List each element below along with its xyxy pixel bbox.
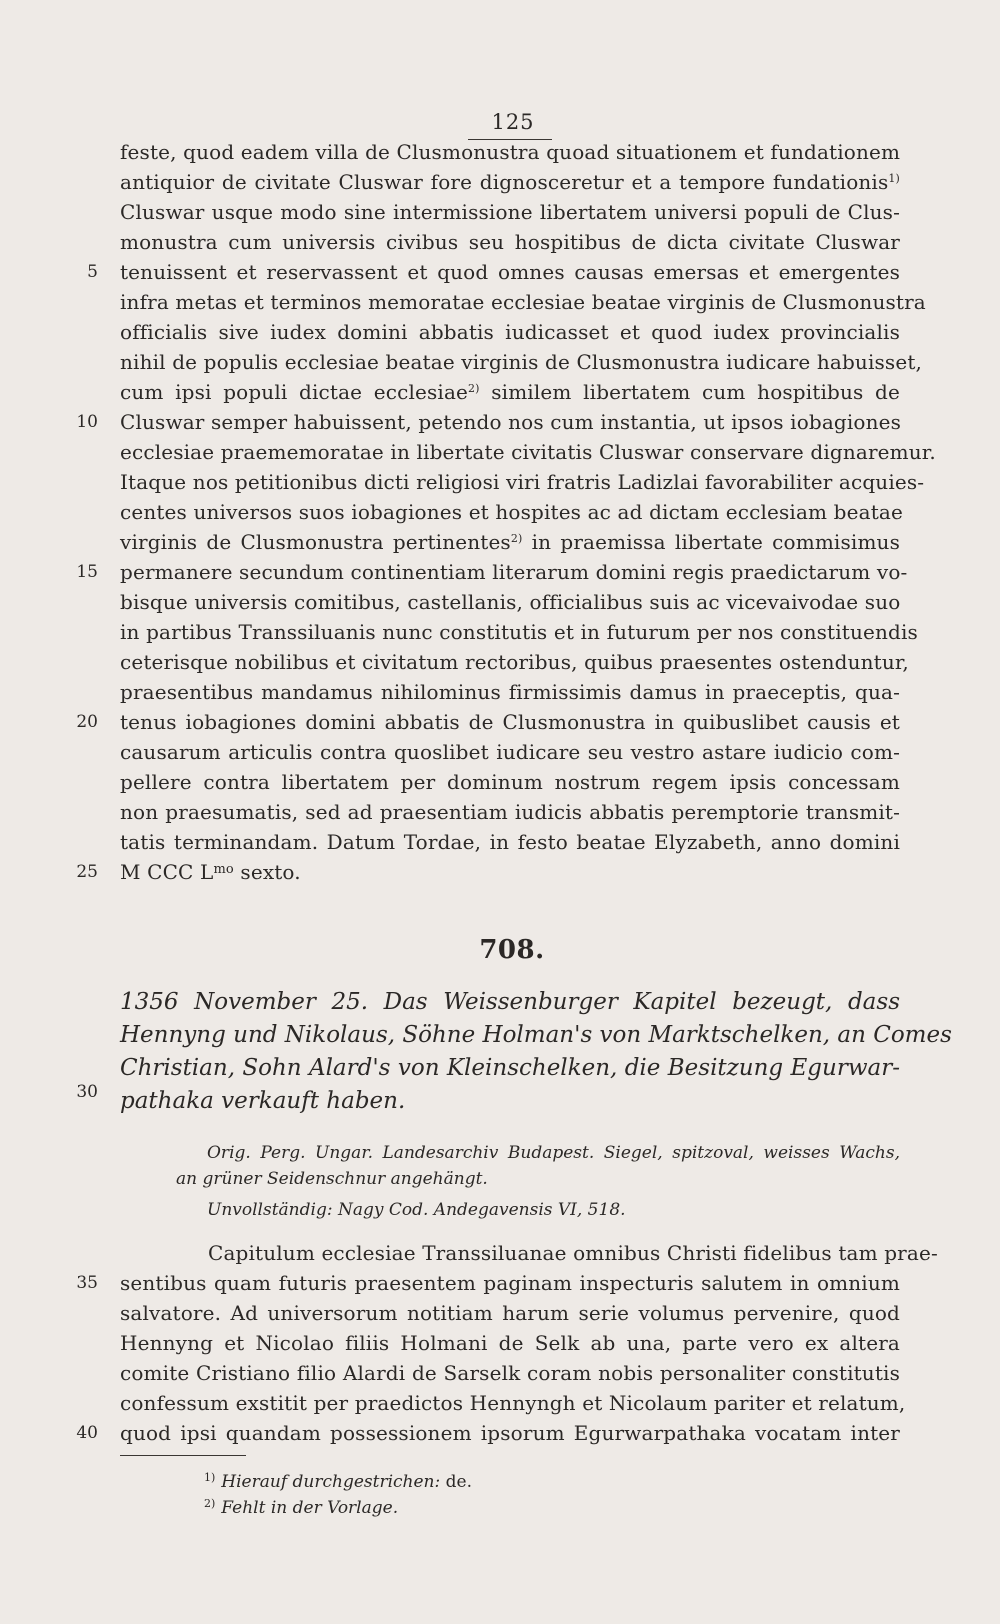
regest-line: pathaka verkauft haben. [120,1088,406,1114]
text-line: tenus iobagiones domini abbatis de Clusmonustra in quibuslibet causis et [120,710,900,734]
footnote: $^{1)}$ Hierauf durchgestrichen: de. [204,1471,472,1492]
footnote: $^{2)}$ Fehlt in der Vorlage. [204,1497,399,1518]
line-number: 10 [76,412,98,432]
footnote-ref: 2) [510,532,523,545]
text-line: permanere secundum continentiam literarum domini regis praedictarum vo- [120,560,908,584]
text-line: quod ipsi quandam possessionem ipsorum Egurwarpathaka vocatam inter [120,1421,900,1445]
text-line: feste, quod eadem villa de Clusmonustra quoad situationem et fundationem [120,140,901,164]
line-number: 40 [76,1423,98,1443]
edition-note: Unvollständig: Nagy Cod. Andegavensis VI, 518. [207,1200,626,1220]
regest-line: Christian, Sohn Alard's von Kleinschelken, die Besitzung Egurwar- [120,1055,900,1081]
text-line: Capitulum ecclesiae Transsiluanae omnibus Christi fidelibus tam prae- [208,1241,938,1265]
text-line: infra metas et terminos memoratae ecclesiae beatae virginis de Clusmonustra [120,290,926,314]
text-line: officialis sive iudex domini abbatis iudicasset et quod iudex provincialis [120,320,900,344]
text-line: non praesumatis, sed ad praesentiam iudicis abbatis peremptorie transmit- [120,800,900,824]
text-line: monustra cum universis civibus seu hospitibus de dicta civitate Cluswar [120,230,900,254]
line-number: 15 [76,562,98,582]
source-note: Orig. Perg. Ungar. Landesarchiv Budapest. Siegel, spitzoval, weisses Wachs, [207,1143,900,1163]
text-line: centes universos suos iobagiones et hospites ac ad dictam ecclesiam beatae [120,500,903,524]
line-number: 25 [76,862,98,882]
text-line: ceterisque nobilibus et civitatum rectoribus, quibus praesentes ostenduntur, [120,650,909,674]
text-line: tenuissent et reservassent et quod omnes causas emersas et emergentes [120,260,900,284]
text-line: cum ipsi populi dictae ecclesiae$^{2)}$ similem libertatem cum hospitibus de [120,380,900,404]
footnote-ref: 1) [888,172,900,185]
text-line: Itaque nos petitionibus dicti religiosi viri fratris Ladizlai favorabiliter acquies- [120,470,925,494]
text-line: ecclesiae praememoratae in libertate civitatis Cluswar conservare dignaremur. [120,440,936,464]
footnote-rule [120,1455,246,1456]
document-number: 708. [479,935,545,965]
text-line: tatis terminandam. Datum Tordae, in festo beatae Elyzabeth, anno domini [120,830,900,854]
footnote-ref: 2) [468,382,480,395]
text-line: in partibus Transsiluanis nunc constitutis et in futurum per nos constituendis [120,620,918,644]
line-number: 5 [87,262,98,282]
text-line: causarum articulis contra quoslibet iudicare seu vestro astare iudicio com- [120,740,900,764]
text-line: bisque universis comitibus, castellanis, officialibus suis ac vicevaivodae suo [120,590,901,614]
regest-line: Hennyng und Nikolaus, Söhne Holman's von Marktschelken, an Comes [120,1022,952,1048]
superscript: mo [213,862,234,877]
text-line: Cluswar semper habuissent, petendo nos cum instantia, ut ipsos iobagiones [120,410,902,434]
text-line: M CCC $L^{mo}$ sexto. [120,860,301,884]
text-line: virginis de Clusmonustra pertinentes$^{2)}$ in praemissa libertate commisimus [120,530,900,554]
text-line: pellere contra libertatem per dominum nostrum regem ipsis concessam [120,770,900,794]
footnote-mark: 2) [204,1497,216,1510]
regest-line: 1356 November 25. Das Weissenburger Kapitel bezeugt, dass [120,989,900,1015]
text-line: confessum exstitit per praedictos Hennyngh et Nicolaum pariter et relatum, [120,1391,906,1415]
footnote-mark: 1) [204,1471,216,1484]
text-line: salvatore. Ad universorum notitiam harum serie volumus pervenire, quod [120,1301,900,1325]
text-line: Cluswar usque modo sine intermissione libertatem universi populi de Clus- [120,200,900,224]
text-line: comite Cristiano filio Alardi de Sarselk coram nobis personaliter constitutis [120,1361,900,1385]
text-line: praesentibus mandamus nihilominus firmissimis damus in praeceptis, qua- [120,680,900,704]
line-number: 30 [76,1082,98,1102]
line-number: 35 [76,1273,98,1293]
source-note: an grüner Seidenschnur angehängt. [176,1169,488,1189]
text-line: sentibus quam futuris praesentem paginam inspecturis salutem in omnium [120,1271,900,1295]
line-number: 20 [76,712,98,732]
text-line: Hennyng et Nicolao filiis Holmani de Selk ab una, parte vero ex altera [120,1331,900,1355]
text-line: antiquior de civitate Cluswar fore dignosceretur et a tempore fundationis$^{1)}$ [120,170,900,194]
text-line: nihil de populis ecclesiae beatae virginis de Clusmonustra iudicare habuisset, [120,350,923,374]
page-number: 125 [491,110,535,134]
